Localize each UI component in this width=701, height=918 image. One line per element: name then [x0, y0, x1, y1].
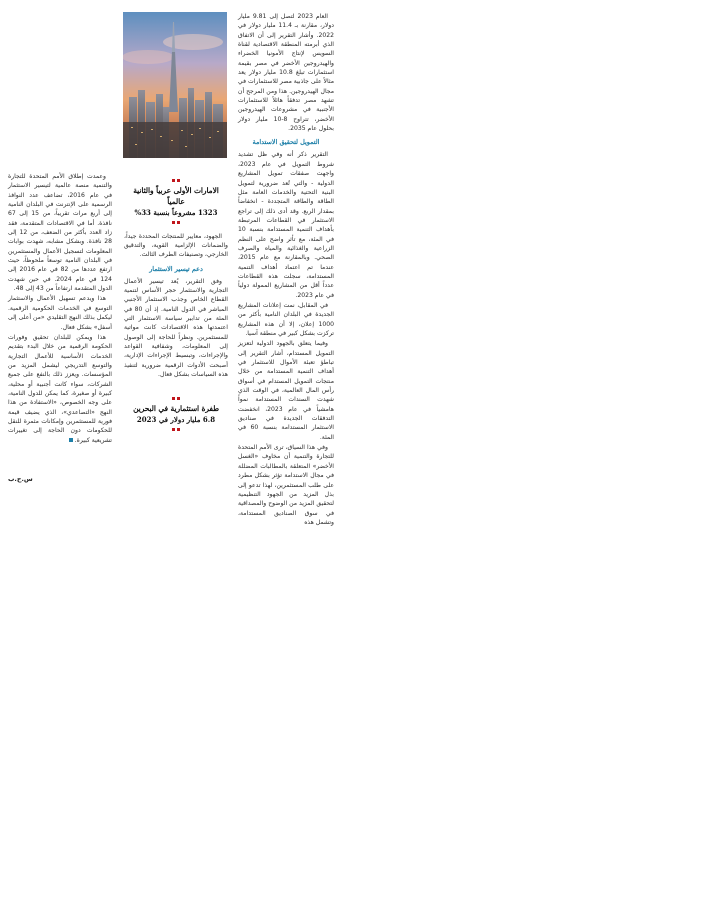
paragraph: وفيما يتعلق بالجهود الدولية لتعزيز التمويل المستدام، أشار التقرير إلى تباطؤ تعبئة الأموال للاستثمار في أهداف التنمية المستدامة من خلال منتجات التمويل المستدام في أسواق رأس المال العالمية، في الوقت الذي شهدت السندات المستدامة نمواً هامشياً في عام 2023، انخفضت التدفقات الجديدة في صناديق الاستثمار المستدامة بنسبة 60 في المئة. — [238, 340, 334, 441]
red-square-marker — [172, 221, 175, 224]
sidebar-uae-subtitle: 1323 مشروعاً بنسبة 33% — [134, 208, 218, 218]
skyline-photo — [123, 12, 227, 158]
paragraph: هذا ويمكن للبلدان تحقيق وفورات الحكومة الرقمية من خلال البدء بتقديم الخدمات الأساسية للأعمال التجارية والتوسع التدريجي ليشمل المزيد من المؤسسات. ويعزز ذلك بالنفع على جميع الشركات، سواء كانت أجنبية أو محلية، كبيرة أو صغيرة، كما يمكن للدول النامية، على وجه الخصوص، «الاستفادة من هذا النهج «التصاعدي»، الذي يضيف قيمة فورية للمستثمرين وإمكانات مثمرة للنقل للحكومات دون الحاجة إلى تغييرات تشريعية كبيرة. — [8, 333, 112, 444]
red-square-marker — [177, 221, 180, 224]
subhead-investment-facilitation: دعم تيسير الاستثمار — [149, 264, 203, 273]
middle-body — [124, 277, 228, 380]
middle-body-top — [124, 232, 228, 260]
right-column — [238, 12, 334, 528]
red-square-marker — [172, 397, 175, 400]
paragraph: التقرير ذكر أنه وفي ظل تشديد شروط التمويل في عام 2023، واجهت صفقات تمويل المشاريع الدولية - والتي تُعد ضرورية لتمويل البنية التحتية والخدمات العامة مثل الطاقة والطاقة المتجددة - انخفاضاً بمقدار الربع. وقد أدى ذلك إلى تراجع الاستثمار في القطاعات المرتبطة بأهداف التنمية المستدامة بنسبة 10 في المئة، مع تأثر واضح على النظم الزراعية والغذائية والمياه والصرف الصحي. وبالمقارنة مع عام 2015، عندما تم اعتماد أهداف التنمية المستدامة، سجلت هذه القطاعات عدداً أقل من المشاريع الممولة دولياً في عام 2023. — [238, 151, 334, 299]
paragraph: وفي هذا السياق، ترى الأمم المتحدة للتجارة والتنمية أن مخاوف «الغسل الأخضر» المتعلقة بالمطالبات المضللة في مجال الاستدامة تؤثر بشكل مطرد على طلب المستثمرين، لهذا تدعو إلى بذل المزيد من الجهود التنظيمية لتحقيق المزيد من الوضوح والمصداقية في سوق الصناديق المستدامة، وتشمل هذه — [238, 444, 334, 526]
sidebar-bahrain-title: طفرة استثمارية في البحرين — [133, 403, 219, 413]
end-of-article-marker — [69, 438, 73, 442]
paragraph: في المقابل، نمت إعلانات المشاريع الجديدة في البلدان النامية بأكثر من 1000 إعلان، إلا أن هذه المشاريع تركزت بشكل كبير في منطقة آسيا. — [238, 301, 334, 337]
left-column — [8, 172, 112, 446]
red-square-marker — [172, 179, 175, 182]
paragraph: العام 2023 لتصل إلى 9.81 مليار دولار، مقارنة بـ 11.4 مليار دولار في 2022. وأشار التقرير إلى أن الاتفاق الذي أبرمته المنطقة الاقتصادية لقناة السويس لإنتاج الأمونيا الخضراء والهيدروجين الأخضر في مصر بقيمة استثمارات تبلغ 10.8 مليار دولار يعد مثالاً على جاذبية مصر للاستثمارات في مجال الهيدروجين. هذا ومن المرجح أن تشهد مصر تدفقاً هائلاً للاستثمارات الأجنبية في مشروعات الهيدروجين الأخضر، تتراوح 8-10 مليار دولار بحلول عام 2035. — [238, 13, 334, 133]
subhead-sustainable-finance: التمويل لتحقيق الاستدامة — [252, 138, 320, 147]
paragraph: وعمدت إطلاق الأمم المتحدة للتجارة والتنمية منصة عالمية لتيسير الاستثمار في عام 2016، تضاعف عدد النوافذ الرسمية على الإنترنت في البلدان النامية إلى أربع مرات تقريباً، من 15 إلى 67 نافذة. أما في الاقتصادات المتقدمة، فقد زاد العدد بأكثر من الضعف، من 12 إلى 28 نافذة. وبشكل مشابه، شهدت بوابات المعلومات لتسجيل الأعمال والمستثمرين في البلدان النامية توسعاً ملحوظاً، حيث ارتفع عددها من 82 في عام 2016 إلى 124 في عام 2024. في حين شهدت الدول المتقدمة ارتفاعاً من 43 إلى 48. — [8, 173, 112, 293]
sidebar-bahrain — [124, 394, 228, 435]
sidebar-bahrain-subtitle: 6.8 مليار دولار في 2023 — [136, 414, 216, 424]
author-signature: س.ح.ب — [8, 475, 33, 483]
middle-column — [124, 172, 228, 438]
right-body — [238, 150, 334, 527]
paragraph: وفق التقرير، يُعد تيسير الأعمال التجارية والاستثمار حجر الأساس لتنمية القطاع الخاص وجذب الاستثمار الأجنبي المباشر في الدول النامية. إذ أن 80 في المئة من تدابير سياسة الاستثمار التي اعتمدتها هذه الاقتصادات كانت مواتية للمستثمرين. ونظراً للحاجة إلى الوصول إلى المعلومات، وشفافية القواعد والإجراءات، وتبسيط الإجراءات الإدارية، أصبحت الأدوات الرقمية ضرورية لتنفيذ هذه السياسات بشكل فعال. — [124, 277, 228, 379]
left-body — [8, 172, 112, 445]
red-square-marker — [177, 428, 180, 431]
sidebar-uae-title: الامارات الأولى عربياً والثانية عالمياً — [133, 186, 219, 207]
paragraph: الجهود، معايير للمنتجات المحددة جيداً، والضمانات الإلزامية القوية، والتدقيق الخارجي، وتصنيفات الطرف الثالث. — [124, 232, 228, 259]
sidebar-uae — [124, 176, 228, 228]
red-square-marker — [172, 428, 175, 431]
red-square-marker — [177, 179, 180, 182]
red-square-marker — [177, 397, 180, 400]
right-intro — [238, 12, 334, 133]
paragraph: هذا ويدعم تسهيل الأعمال والاستثمار التوسع في الخدمات الحكومية الرقمية. ليكمل بذلك النهج التقليدي «من أعلى إلى أسفل» بشكل فعال. — [8, 295, 112, 331]
